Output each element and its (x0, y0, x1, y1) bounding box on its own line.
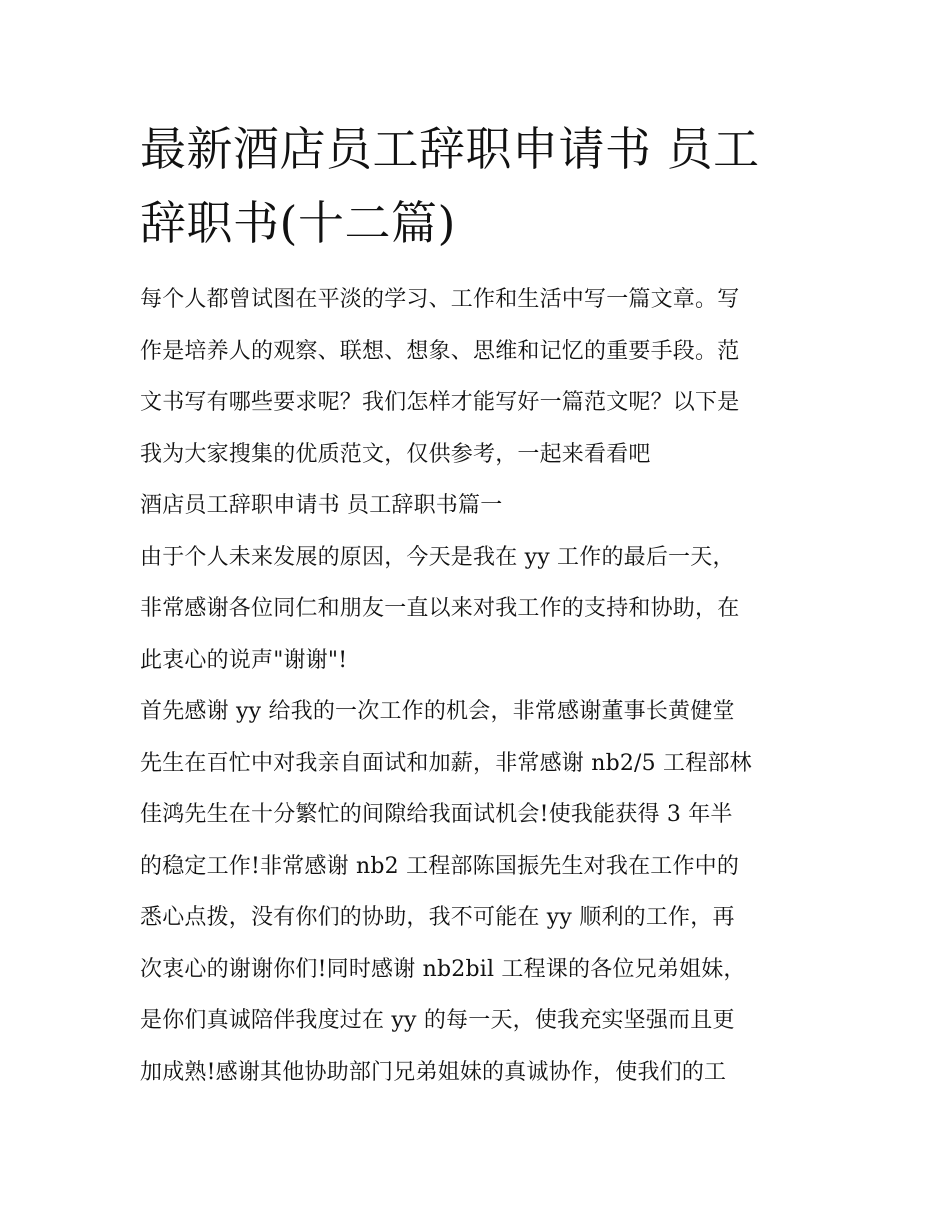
body-line-2: 非常感谢各位同仁和朋友一直以来对我工作的支持和协助，在 (140, 596, 740, 621)
intro-line-4: 我为大家搜集的优质范文，仅供参考，一起来看看吧 (140, 441, 651, 467)
document-body (140, 274, 812, 1098)
body-line-11: 加成熟!感谢其他协助部门兄弟姐妹的真诚协作，使我们的工 (140, 1059, 727, 1085)
body-line-7: 的稳定工作!非常感谢 nb2 工程部陈国振先生对我在工作中的 (140, 853, 740, 879)
body-line-5: 先生在百忙中对我亲自面试和加薪，非常感谢 nb2/5 工程部林 (140, 750, 752, 776)
intro-line-2: 作是培养人的观察、联想、想象、思维和记忆的重要手段。范 (140, 338, 740, 364)
body-line-3: 此衷心的说声"谢谢"! (140, 647, 348, 673)
body-line-8: 悉心点拨，没有你们的协助，我不可能在 yy 顺利的工作，再 (140, 905, 735, 930)
title-line-1: 最新酒店员工辞职申请书 员工 (140, 122, 760, 176)
body-line-6: 佳鸿先生在十分繁忙的间隙给我面试机会!使我能获得 3 年半 (140, 802, 733, 827)
document-title (140, 112, 812, 260)
section-heading: 酒店员工辞职申请书 员工辞职书篇一 (140, 493, 503, 518)
title-line-2: 辞职书(十二篇) (140, 196, 456, 250)
body-line-4: 首先感谢 yy 给我的一次工作的机会，非常感谢董事长黄健堂 (140, 699, 735, 724)
intro-line-3: 文书写有哪些要求呢？我们怎样才能写好一篇范文呢？以下是 (140, 390, 740, 415)
document-content (140, 112, 812, 1098)
body-line-9: 次衷心的谢谢你们!同时感谢 nb2bil 工程课的各位兄弟姐妹， (140, 956, 746, 982)
body-line-1: 由于个人未来发展的原因，今天是我在 yy 工作的最后一天， (140, 544, 735, 570)
intro-line-1: 每个人都曾试图在平淡的学习、工作和生活中写一篇文章。写 (140, 287, 740, 312)
body-line-10: 是你们真诚陪伴我度过在 yy 的每一天，使我充实坚强而且更 (140, 1008, 735, 1033)
